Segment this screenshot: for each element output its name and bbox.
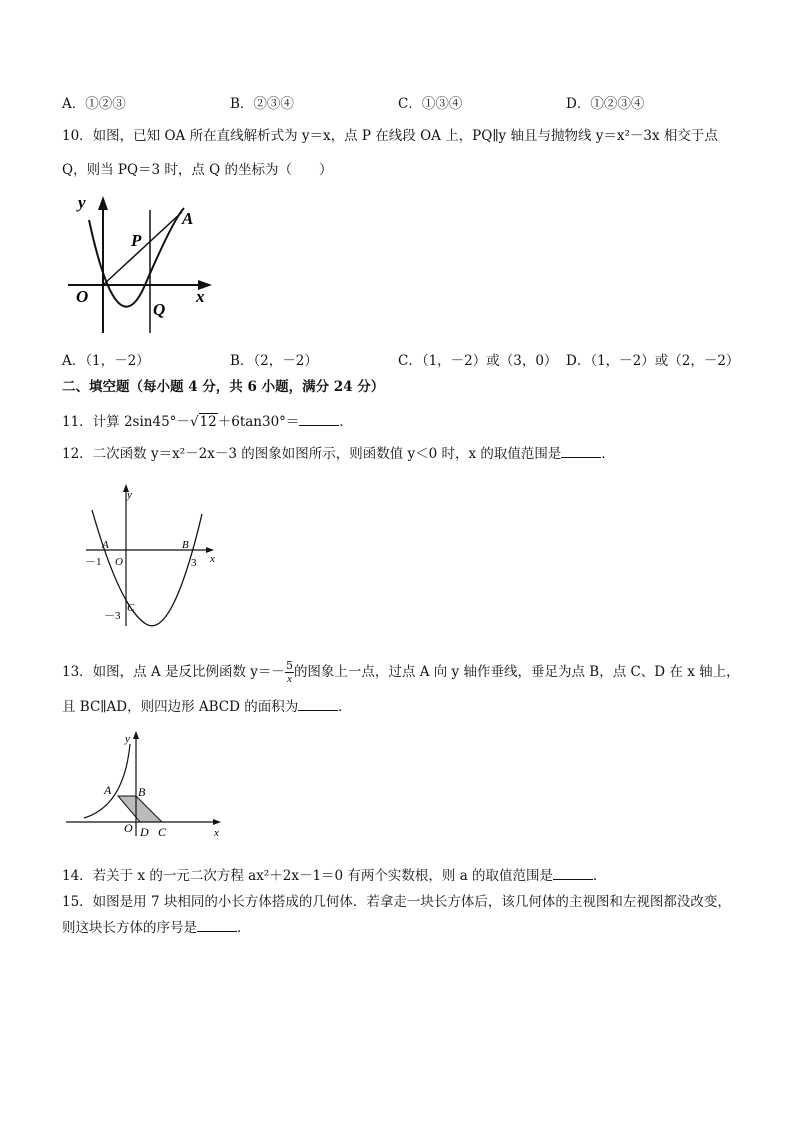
q13-frac-den: x	[286, 673, 292, 685]
q10-text-line2: Q，则当 PQ＝3 时，点 Q 的坐标为（ ）	[62, 162, 333, 178]
q15-text-line2	[62, 916, 251, 936]
q14-answer-blank	[553, 867, 593, 880]
q12-fig-b-label: B	[182, 539, 189, 551]
q14-text	[62, 864, 607, 884]
q14-question: 14．若关于 x 的一元二次方程 ax²＋2x－1＝0 有两个实数根，则 a 的取值范围是	[62, 868, 554, 884]
q12-answer-blank	[561, 445, 601, 458]
q10-option-b: B．（2，－2）	[230, 353, 318, 369]
q11-suffix: ＋6tan30°＝	[217, 414, 300, 430]
q14-end: ．	[593, 868, 607, 884]
q13-line1-b: 的图象上一点，过点 A 向 y 轴作垂线，垂足为点 B，点 C、D 在 x 轴上，	[293, 664, 740, 680]
q10-fig-o-label: O	[76, 287, 89, 306]
q15-end: ．	[237, 920, 251, 936]
q13-fig-a-label: A	[104, 783, 112, 797]
q12-fig-c-label: C	[127, 602, 135, 614]
q12-question: 12．二次函数 y＝x²－2x－3 的图象如图所示，则函数值 y＜0 时，x 的取值范围是	[62, 446, 562, 462]
q12-fig-minus1-label: －1	[85, 556, 102, 568]
q12-fig-y-label: y	[127, 489, 132, 501]
q12-fig-o-label: O	[115, 556, 123, 568]
q13-text-line1	[62, 660, 740, 685]
q12-text	[62, 442, 615, 462]
q13-end: ．	[338, 699, 352, 715]
q10-fig-a-label: A	[182, 209, 194, 228]
section-heading: 二、填空题（每小题 4 分，共 6 小题，满分 24 分）	[62, 379, 385, 395]
q13-fig-c-label: C	[158, 825, 167, 839]
q15-line2: 则这块长方体的序号是	[62, 920, 197, 936]
q13-answer-blank	[298, 698, 338, 711]
q9-option-c: C．①③④	[398, 96, 463, 112]
q10-text-line1: 10．如图，已知 OA 所在直线解析式为 y＝x，点 P 在线段 OA 上，PQ∥y 轴且与抛物线 y＝x²－3x 相交于点	[62, 128, 718, 144]
q11-end: ．	[339, 414, 353, 430]
q10-option-c: C．（1，－2）或（3，0）	[398, 353, 558, 369]
q10-option-a: A．（1，－2）	[62, 353, 150, 369]
q11-text: 11．计算 2sin45°－√12＋6tan30°＝ ．	[62, 414, 353, 430]
q13-fraction	[285, 660, 294, 685]
q9-option-d: D．①②③④	[566, 96, 645, 112]
q13-fig-x-label: x	[214, 827, 219, 839]
q11-answer-blank	[299, 413, 339, 426]
q13-fig-d-label: D	[140, 825, 149, 839]
q10-fig-p-label: P	[131, 231, 142, 250]
q10-fig-q-label: Q	[153, 300, 166, 319]
q13-line2: 且 BC∥AD，则四边形 ABCD 的面积为	[62, 699, 299, 715]
q10-fig-y-label: y	[78, 193, 86, 212]
q12-end: ．	[601, 446, 615, 462]
q12-fig-minus3-label: －3	[104, 610, 121, 622]
q13-fig-o-label: O	[124, 821, 133, 835]
q13-figure	[64, 726, 226, 840]
q10-option-d: D．（1，－2）或（2，－2）	[566, 353, 740, 369]
q13-line1-a: 13．如图，点 A 是反比例函数 y＝－	[62, 664, 285, 680]
q9-option-b: B．②③④	[230, 96, 294, 112]
q10-figure	[62, 190, 222, 340]
q15-text-line1: 15．如图是用 7 块相同的小长方体搭成的几何体．若拿走一块长方体后，该几何体的主视图和左视图都没改变，	[62, 894, 731, 910]
q13-fig-y-label: y	[125, 733, 130, 745]
q12-fig-a-label: A	[102, 539, 109, 551]
q15-answer-blank	[197, 919, 237, 932]
q12-figure	[84, 478, 224, 633]
q13-frac-num: 5	[285, 659, 293, 672]
q13-text-line2	[62, 695, 352, 715]
q9-option-a: A．①②③	[62, 96, 126, 112]
q13-fig-b-label: B	[138, 785, 146, 799]
q10-fig-x-label: x	[196, 287, 205, 306]
q12-fig-x-label: x	[210, 553, 215, 565]
q11-prefix: 11．计算 2sin45°－	[62, 414, 190, 430]
q11-radicand: 12	[199, 414, 217, 430]
q12-fig-3-label: 3	[191, 557, 197, 569]
